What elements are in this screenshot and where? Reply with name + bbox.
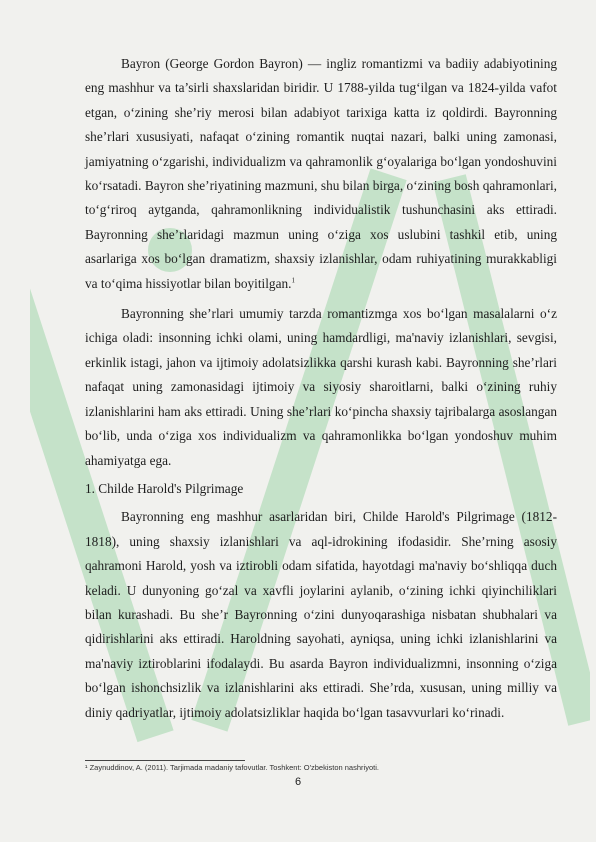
paragraph-themes: Bayronning she’rlari umumiy tarzda romantizmga xos bo‘lgan masalalarni o‘z ichiga oladi: insonning ichki olami, uning hamdardligi, ma'naviy izlanishlari, sevgisi, erkinlik istagi, jahon va ijtimoiy adolatsizlikka qarshi kurash kabi. Bayronning she’rlari nafaqat uning zamonasidagi ijtimoiy va siyosiy sharoitlarni, balki o‘zining ruhiy izlanishlarini ham aks ettiradi. Uning she’rlari ko‘pincha shaxsiy tajribalarga asoslangan bo‘lib, unda o‘ziga xos individualizm va qahramonlikka bo‘lgan yondoshuv muhim ahamiyatga ega. [85, 306, 557, 468]
paragraph-childe-harold: Bayronning eng mashhur asarlaridan biri, Childe Harold's Pilgrimage (1812-1818), uning shaxsiy izlanishlari va aql-idrokining ifodasidir. She’rning asosiy qahramoni Harold, yosh va iztirobli odam sifatida, hayotdagi ma'naviy bo‘shliqqa duch keladi. U dunyoning go‘zal va xavfli joylarini aylanib, o‘zining ichki qiyinchiliklari bilan kurashadi. Bu she’r Bayronning o‘zini dunyoqarashiga nisbatan shubhalari va qidirishlarini aks ettiradi. Haroldning sayohati, ayniqsa, uning ichki izlanishlarini va ma'naviy iztiroblarini ifodalaydi. Bu asarda Bayron individualizmni, insonning o‘ziga bo‘lgan ishonchsizlik va izlanishlarini aks ettiradi. She’rda, xususan, uning milliy va diniy qadriyatlar, ijtimoiy adolatsizliklar haqida bo‘lgan tasavvurlari ko‘rinadi. [85, 509, 557, 720]
footnote-divider [85, 760, 245, 761]
footnote-reference[interactable]: 1 [291, 276, 295, 285]
document-body [85, 52, 557, 725]
section-heading: 1. Childe Harold's Pilgrimage [85, 480, 244, 496]
paragraph-intro: Bayron (George Gordon Bayron) — ingliz romantizmi va badiiy adabiyotining eng mashhur va ta’sirli shaxslaridan biridir. U 1788-yilda tug‘ilgan va 1824-yilda vafot etgan, o‘zining she’riy merosi bilan adabiyot tarixiga katta iz qoldirdi. Bayronning she’rlari xususiyati, nafaqat o‘zining romantik nuqtai nazari, balki uning zamonasi, jamiyatning o‘zgarishi, individualizm va qahramonlik g‘oyalariga bo‘lgan yondoshuvini ko‘rsatadi. Bayron she’riyatining mazmuni, shu bilan birga, o‘zining bosh qahramonlari, to‘g‘riroq aytganda, qahramonlikning individualistik tushunchasini aks ettiradi. Bayronning she’rlaridagi mazmun uning o‘ziga xos uslubini tashkil etib, uning asarlariga xos bo‘lgan dramatizm, shaxsiy izlanishlar, odam ruhiyatining murakkabligi va to‘qima hissiyotlar bilan boyitilgan.$^1$ [85, 56, 557, 291]
page-number: 6 [294, 776, 302, 788]
footnote: ¹ Zaynuddinov, A. (2011). Tarjimada madaniy tafovutlar. Toshkent: O'zbekiston nashriyoti. [85, 763, 379, 772]
